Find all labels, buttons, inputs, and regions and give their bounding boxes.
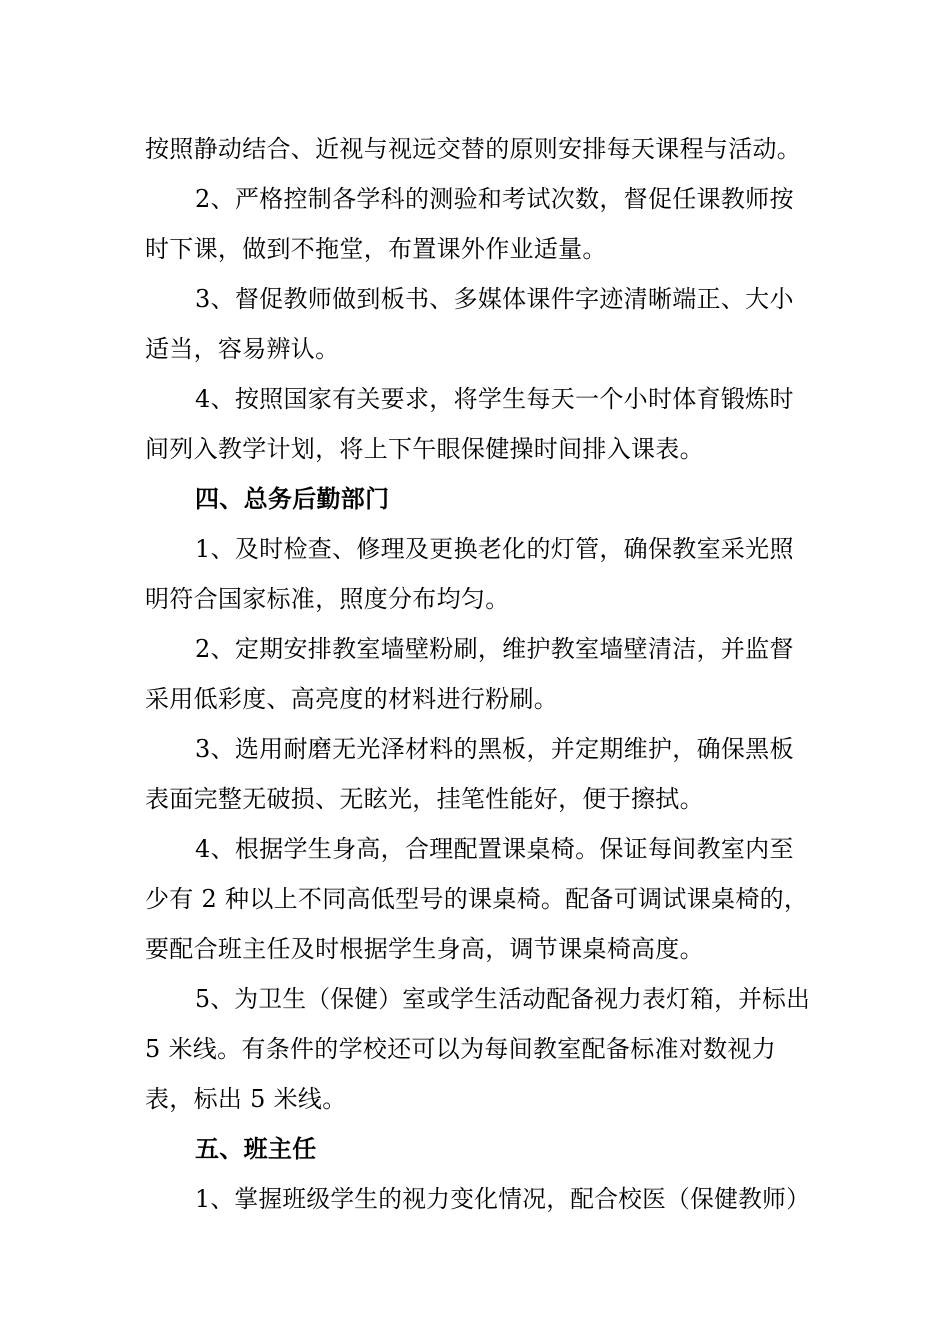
body-text-line: 表面完整无破损、无眩光，挂笔性能好，便于擦拭。 [145, 785, 704, 813]
list-item-line: 4、按照国家有关要求，将学生每天一个小时体育锻炼时 [195, 385, 794, 413]
body-text-line: 适当，容易辨认。 [145, 335, 340, 363]
body-text-line: 5 米线。有条件的学校还可以为每间教室配备标准对数视力 [145, 1035, 776, 1063]
list-item-line: 5、为卫生（保健）室或学生活动配备视力表灯箱，并标出 [195, 985, 811, 1013]
list-item-line: 1、及时检查、修理及更换老化的灯管，确保教室采光照 [195, 535, 794, 563]
list-item-line: 2、严格控制各学科的测验和考试次数，督促任课教师按 [195, 185, 794, 213]
body-text-line: 间列入教学计划，将上下午眼保健操时间排入课表。 [145, 435, 704, 463]
list-item-line: 3、选用耐磨无光泽材料的黑板，并定期维护，确保黑板 [195, 735, 794, 763]
body-text-line: 时下课，做到不拖堂，布置课外作业适量。 [145, 235, 607, 263]
body-text-line: 少有 2 种以上不同高低型号的课桌椅。配备可调试课桌椅的， [145, 885, 809, 913]
list-item-line: 4、根据学生身高，合理配置课桌椅。保证每间教室内至 [195, 835, 794, 863]
body-text-line: 要配合班主任及时根据学生身高，调节课桌椅高度。 [145, 935, 704, 963]
list-item-line: 2、定期安排教室墙壁粉刷，维护教室墙壁清洁，并监督 [195, 635, 794, 663]
section-heading: 四、总务后勤部门 [195, 485, 390, 513]
body-text-line: 按照静动结合、近视与视远交替的原则安排每天课程与活动。 [145, 135, 802, 163]
body-text-line: 明符合国家标准，照度分布均匀。 [145, 585, 510, 613]
body-text-line: 采用低彩度、高亮度的材料进行粉刷。 [145, 685, 559, 713]
list-item-line: 3、督促教师做到板书、多媒体课件字迹清晰端正、大小 [195, 285, 794, 313]
body-text-line: 表，标出 5 米线。 [145, 1085, 347, 1113]
section-heading: 五、班主任 [195, 1135, 317, 1163]
list-item-line: 1、掌握班级学生的视力变化情况，配合校医（保健教师） [195, 1185, 811, 1213]
